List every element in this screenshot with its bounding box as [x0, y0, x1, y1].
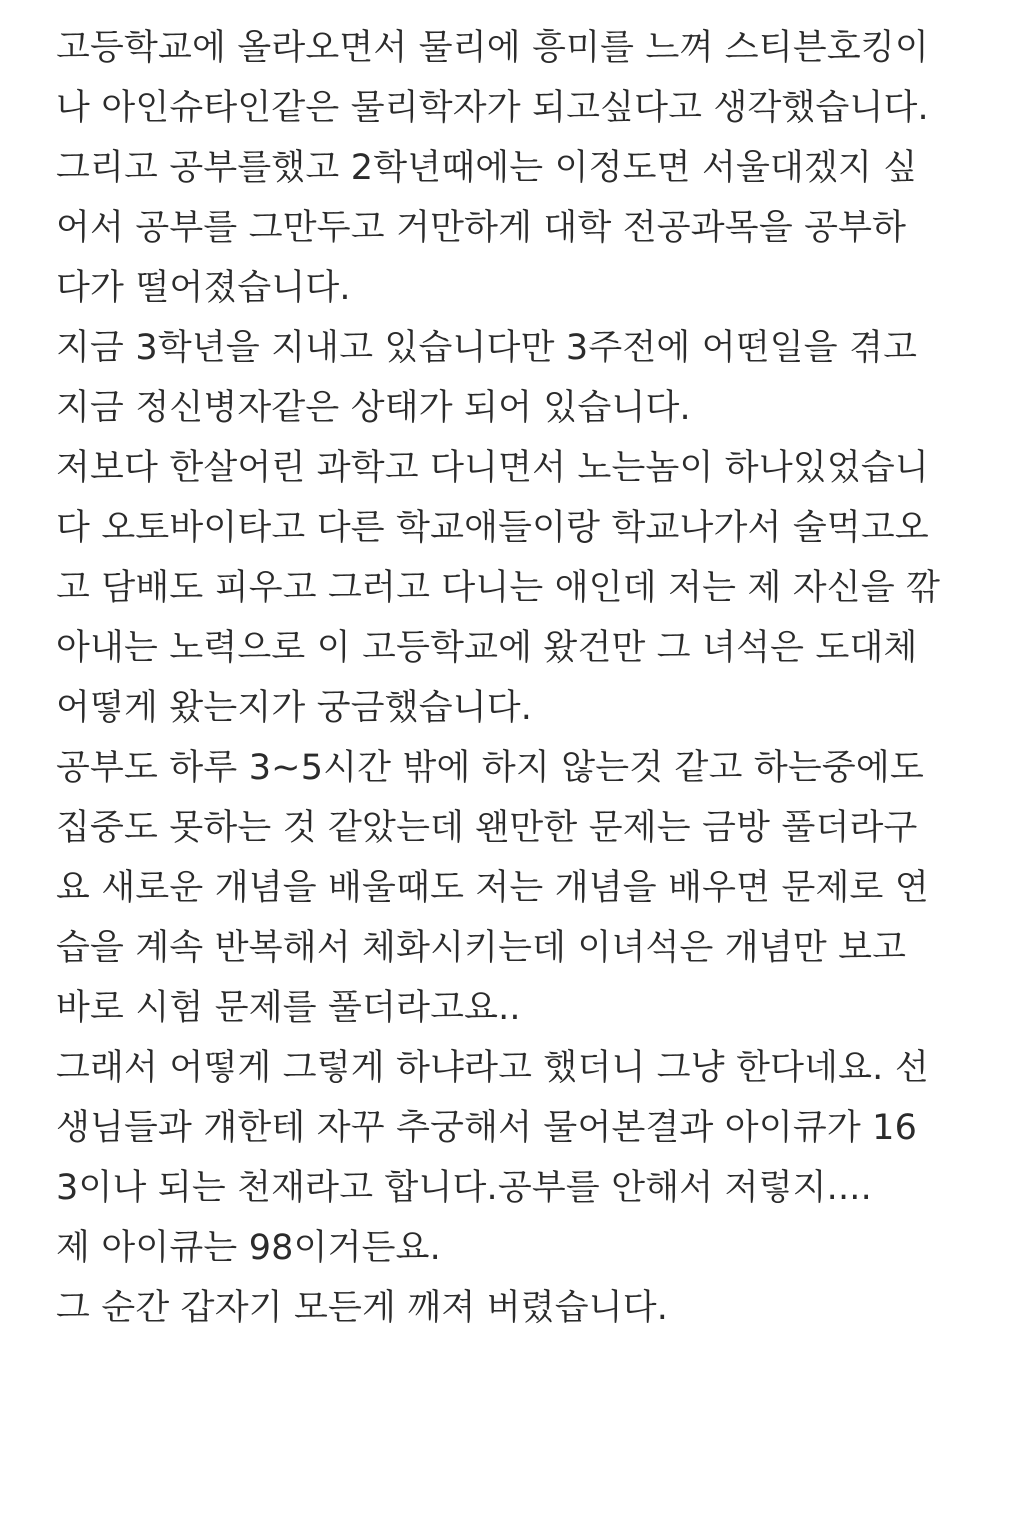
text-line: 집중도 못하는 것 같았는데 왠만한 문제는 금방 풀더라구 [56, 808, 918, 848]
text-line: 다 오토바이타고 다른 학교애들이랑 학교나가서 술먹고오 [56, 508, 929, 548]
text-line: 고 담배도 피우고 그러고 다니는 애인데 저는 제 자신을 깎 [56, 568, 941, 608]
text-line: 그래서 어떻게 그렇게 하냐라고 했더니 그냥 한다네요. 선 [56, 1048, 929, 1088]
text-line: 고등학교에 올라오면서 물리에 흥미를 느껴 스티븐호킹이 [56, 28, 929, 68]
text-line: 지금 3학년을 지내고 있습니다만 3주전에 어떤일을 겪고 [56, 328, 918, 368]
text-line: 다가 떨어졌습니다. [56, 268, 351, 308]
text-line: 그 순간 갑자기 모든게 깨져 버렸습니다. [56, 1288, 669, 1328]
text-line: 나 아인슈타인같은 물리학자가 되고싶다고 생각했습니다. [56, 88, 929, 128]
text-line: 생님들과 걔한테 자꾸 추궁해서 물어본결과 아이큐가 16 [56, 1108, 918, 1148]
text-line: 지금 정신병자같은 상태가 되어 있습니다. [56, 388, 691, 428]
text-line: 요 새로운 개념을 배울때도 저는 개념을 배우면 문제로 연 [56, 868, 929, 908]
text-line: 아내는 노력으로 이 고등학교에 왔건만 그 녀석은 도대체 [56, 628, 918, 668]
text-line: 공부도 하루 3~5시간 밖에 하지 않는것 같고 하는중에도 [56, 748, 924, 788]
text-line: 그리고 공부를했고 2학년때에는 이정도면 서울대겠지 싶 [56, 148, 918, 188]
text-line: 3이나 되는 천재라고 합니다.공부를 안해서 저렇지.... [56, 1168, 872, 1208]
text-line: 저보다 한살어린 과학고 다니면서 노는놈이 하나있었습니 [56, 448, 929, 488]
document-body [56, 18, 1016, 1338]
text-line: 바로 시험 문제를 풀더라고요.. [56, 988, 521, 1028]
text-line: 어서 공부를 그만두고 거만하게 대학 전공과목을 공부하 [56, 208, 907, 248]
text-line: 습을 계속 반복해서 체화시키는데 이녀석은 개념만 보고 [56, 928, 907, 968]
text-line: 제 아이큐는 98이거든요. [56, 1228, 442, 1268]
text-line: 어떻게 왔는지가 궁금했습니다. [56, 688, 533, 728]
